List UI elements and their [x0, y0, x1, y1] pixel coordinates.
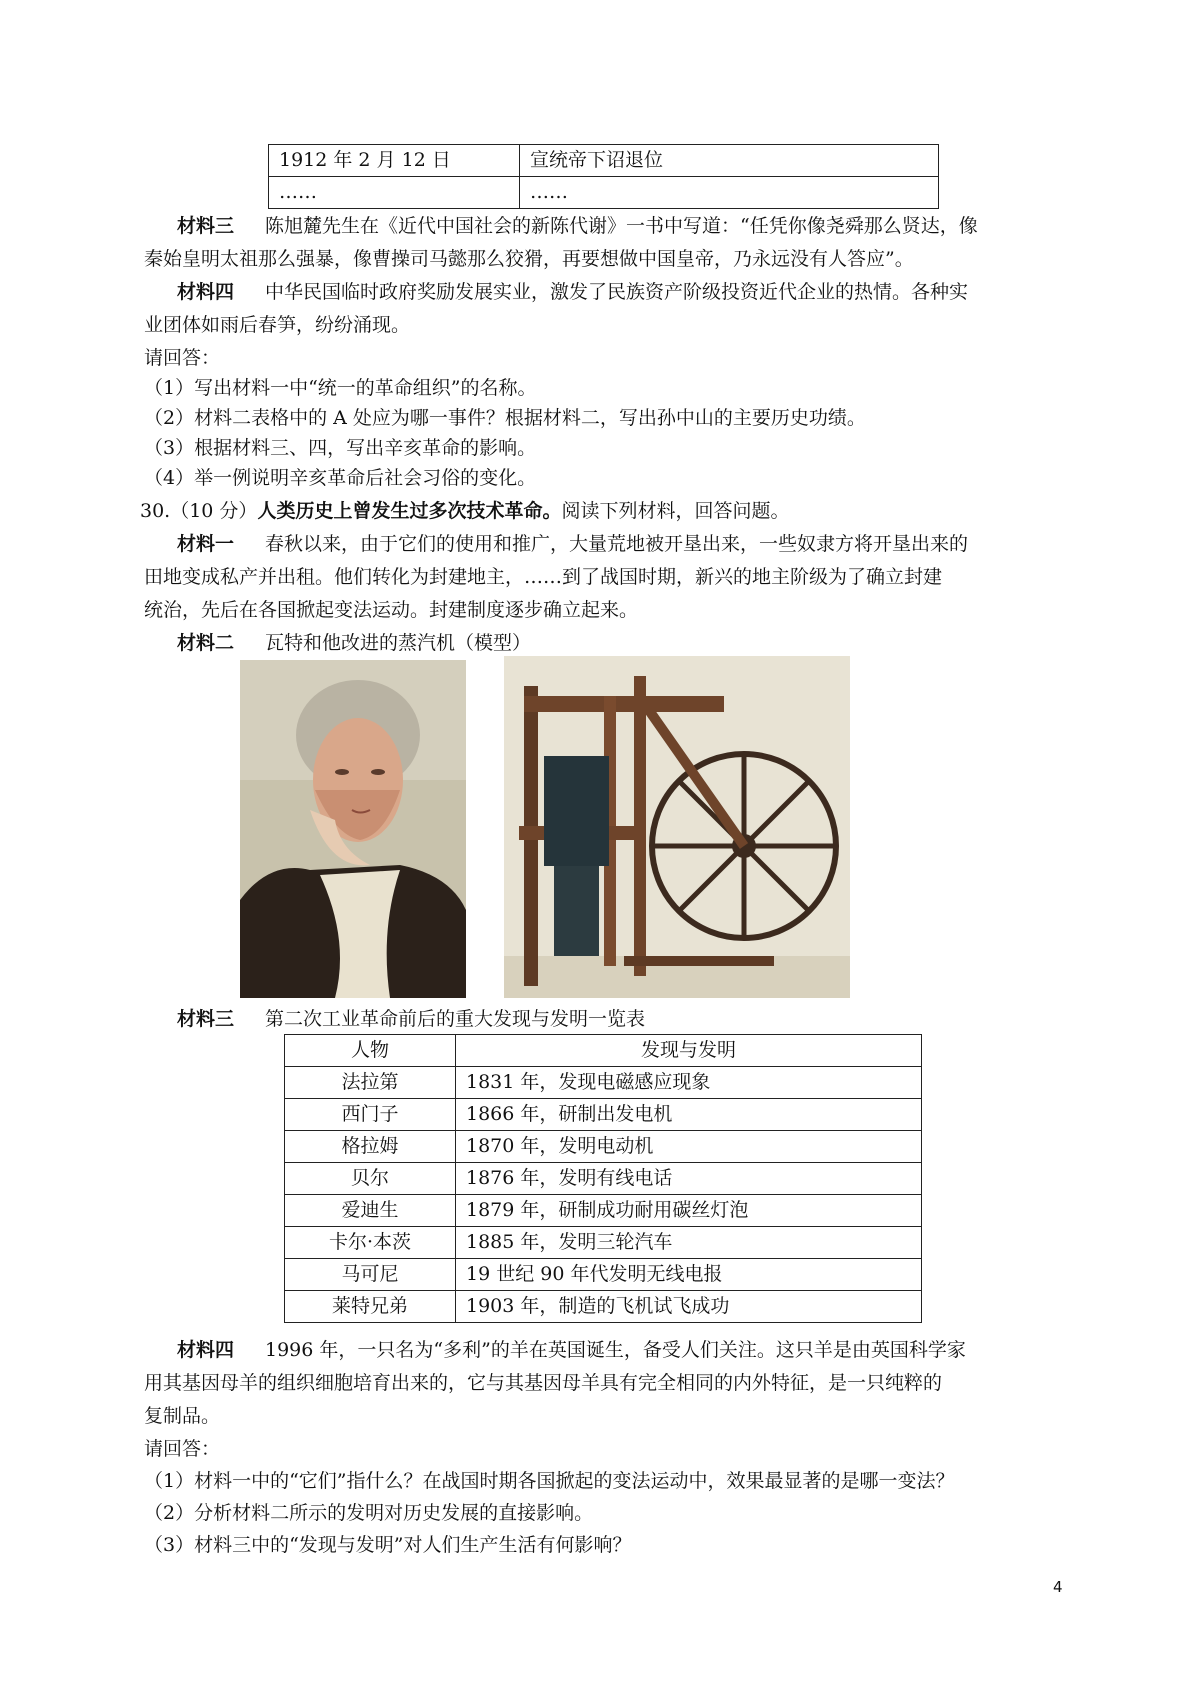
table-row — [285, 1163, 922, 1195]
q30-question-3: （3）材料三中的“发现与发明”对人们生产生活有何影响？ — [144, 1534, 632, 1556]
watt-portrait-image — [240, 660, 466, 998]
table-cell: …… — [269, 177, 520, 209]
table-cell: 贝尔 — [285, 1163, 456, 1195]
q30-material4-line2: 用其基因母羊的组织细胞培育出来的，它与其基因母羊具有完全相同的内外特征，是一只纯粹的 — [144, 1372, 943, 1394]
q30-material4-line3: 复制品。 — [144, 1405, 221, 1427]
table-cell: 宣统帝下诏退位 — [520, 145, 939, 177]
table-row — [285, 1099, 922, 1131]
table-cell: 1885 年，发明三轮汽车 — [456, 1227, 922, 1259]
q30-question-1: （1）材料一中的“它们”指什么？在战国时期各国掀起的变法运动中，效果最显著的是哪一变法？ — [144, 1470, 955, 1492]
page-number: 4 — [1053, 1578, 1063, 1596]
q29-prompt: 请回答： — [144, 347, 221, 369]
table-cell: 西门子 — [285, 1099, 456, 1131]
steam-engine-model-image — [504, 656, 850, 998]
q30-heading: 30.（10 分）人类历史上曾发生过多次技术革命。阅读下列材料，回答问题。 — [140, 500, 790, 522]
q29-material4: 材料四 中华民国临时政府奖励发展实业，激发了民族资产阶级投资近代企业的热情。各种实 — [177, 281, 969, 303]
table-cell: 马可尼 — [285, 1259, 456, 1291]
table-row — [285, 1131, 922, 1163]
table-cell: 1879 年，研制成功耐用碳丝灯泡 — [456, 1195, 922, 1227]
q30-material4: 材料四 1996 年，一只名为“多利”的羊在英国诞生，备受人们关注。这只羊是由英国科学家 — [177, 1339, 966, 1361]
table-row — [285, 1291, 922, 1323]
table-cell: 1831 年，发现电磁感应现象 — [456, 1067, 922, 1099]
table-cell: 1876 年，发明有线电话 — [456, 1163, 922, 1195]
table-cell: 爱迪生 — [285, 1195, 456, 1227]
q30-material1-line2: 田地变成私产并出租。他们转化为封建地主，……到了战国时期，新兴的地主阶级为了确立封建 — [144, 566, 943, 588]
table-cell: 1866 年，研制出发电机 — [456, 1099, 922, 1131]
table-cell: …… — [520, 177, 939, 209]
q29-question-2: （2）材料二表格中的 A 处应为哪一事件？根据材料二，写出孙中山的主要历史功绩。 — [144, 407, 866, 429]
q30-material3: 材料三 第二次工业革命前后的重大发现与发明一览表 — [177, 1008, 646, 1030]
table-cell: 19 世纪 90 年代发明无线电报 — [456, 1259, 922, 1291]
q30-material1: 材料一 春秋以来，由于它们的使用和推广，大量荒地被开垦出来，一些奴隶方将开垦出来的 — [177, 533, 969, 555]
table-cell: 1870 年，发明电动机 — [456, 1131, 922, 1163]
table-row — [285, 1227, 922, 1259]
table-cell: 法拉第 — [285, 1067, 456, 1099]
table-cell: 1912 年 2 月 12 日 — [269, 145, 520, 177]
table-cell: 卡尔·本茨 — [285, 1227, 456, 1259]
table-row — [285, 1067, 922, 1099]
q29-question-3: （3）根据材料三、四，写出辛亥革命的影响。 — [144, 437, 537, 459]
revolution-timeline-table — [268, 144, 939, 209]
q29-question-4: （4）举一例说明辛亥革命后社会习俗的变化。 — [144, 467, 537, 489]
q29-material3-line2: 秦始皇明太祖那么强暴，像曹操司马懿那么狡猾，再要想做中国皇帝，乃永远没有人答应”。 — [144, 248, 914, 270]
steam-engine-illustration — [504, 656, 850, 998]
table-row — [285, 1195, 922, 1227]
table-header-row — [285, 1035, 922, 1067]
table-cell: 莱特兄弟 — [285, 1291, 456, 1323]
table-row — [269, 145, 939, 177]
portrait-illustration — [240, 660, 466, 998]
inventions-table — [284, 1034, 922, 1323]
table-row — [285, 1259, 922, 1291]
q30-question-2: （2）分析材料二所示的发明对历史发展的直接影响。 — [144, 1502, 594, 1524]
table-header: 发现与发明 — [456, 1035, 922, 1067]
table-row — [269, 177, 939, 209]
table-cell: 1903 年，制造的飞机试飞成功 — [456, 1291, 922, 1323]
q29-material3: 材料三 陈旭麓先生在《近代中国社会的新陈代谢》一书中写道：“任凭你像尧舜那么贤达，像 — [177, 215, 978, 237]
q29-material4-line2: 业团体如雨后春笋，纷纷涌现。 — [144, 314, 411, 336]
table-header: 人物 — [285, 1035, 456, 1067]
q29-question-1: （1）写出材料一中“统一的革命组织”的名称。 — [144, 377, 537, 399]
q30-prompt: 请回答： — [144, 1438, 221, 1460]
q30-material1-line3: 统治，先后在各国掀起变法运动。封建制度逐步确立起来。 — [144, 599, 639, 621]
table-cell: 格拉姆 — [285, 1131, 456, 1163]
q30-material2: 材料二 瓦特和他改进的蒸汽机（模型） — [177, 632, 532, 654]
